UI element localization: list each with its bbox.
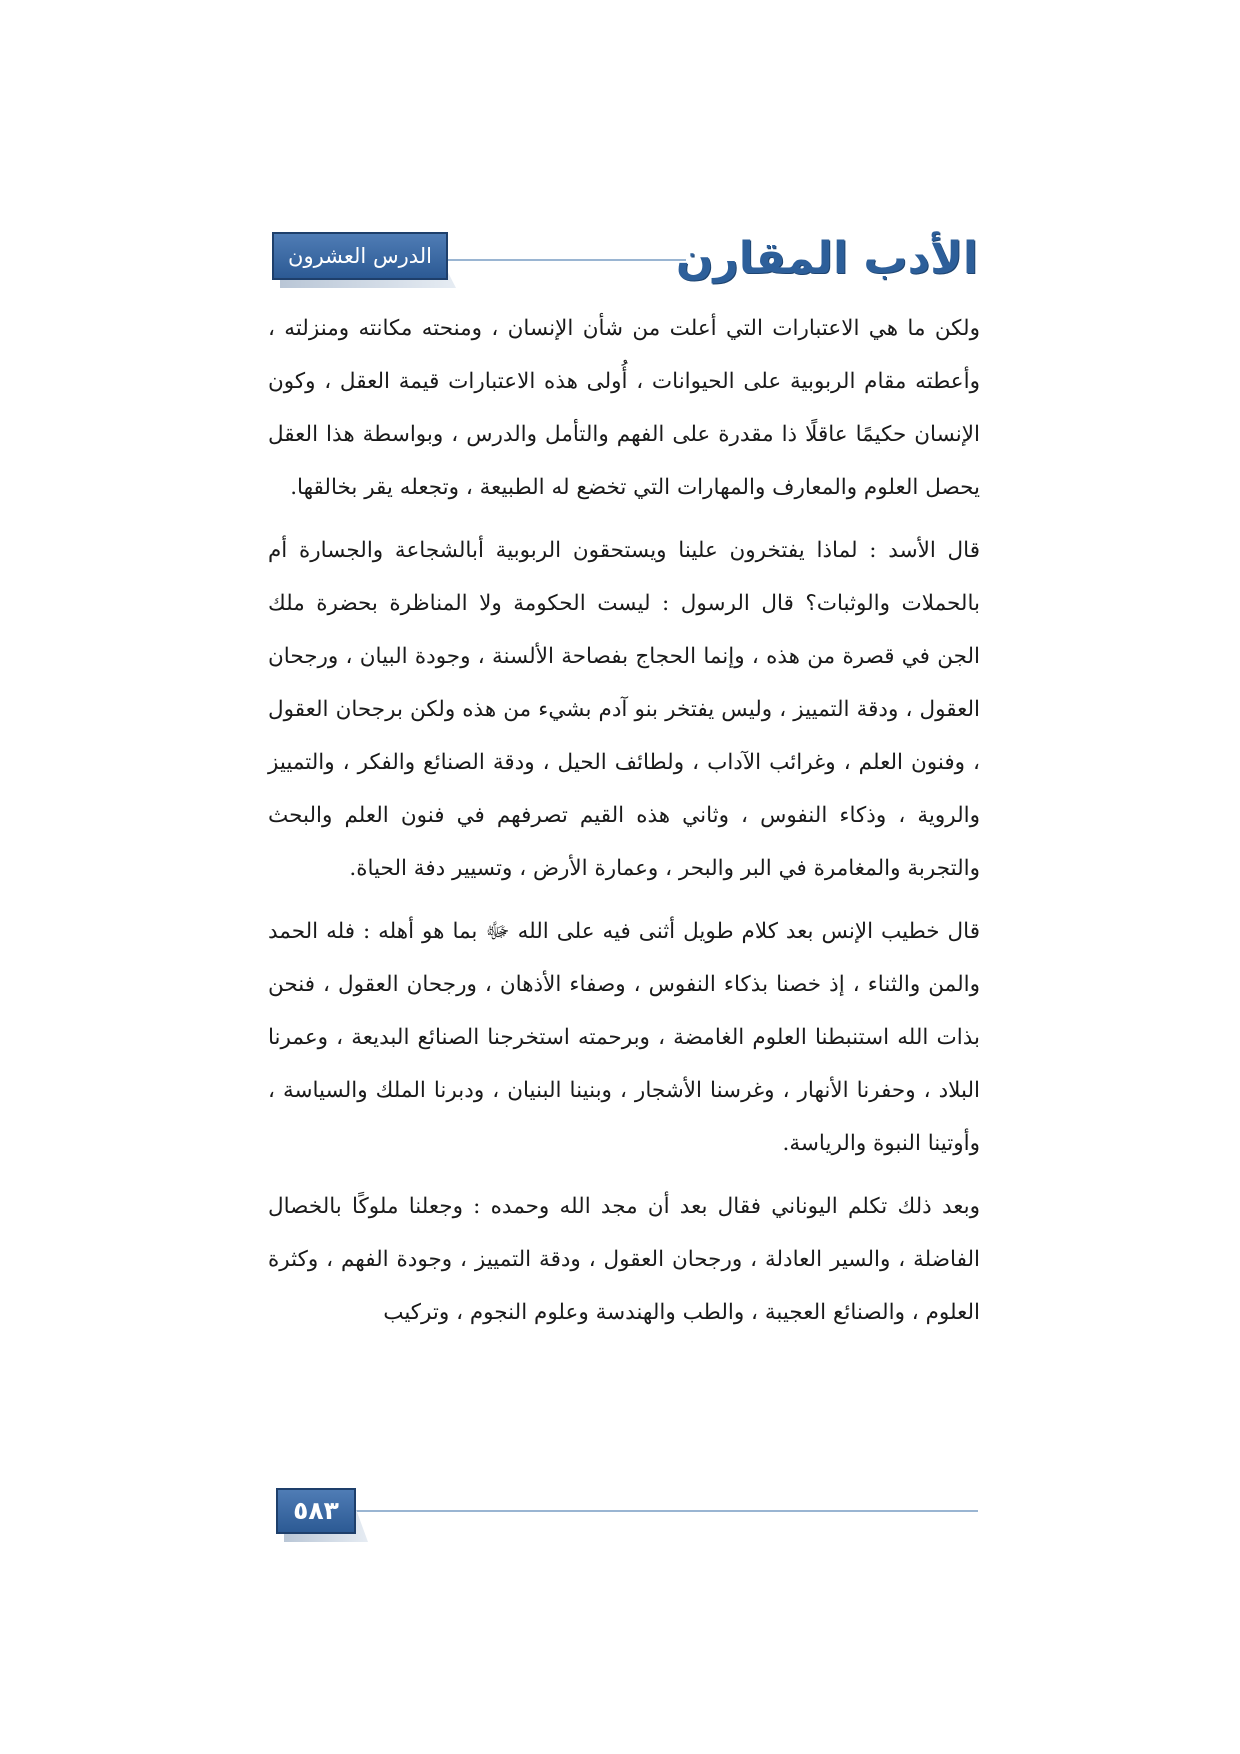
paragraph-2: قال الأسد : لماذا يفتخرون علينا ويستحقون الربوبية أبالشجاعة والجسارة أم بالحملات والوثبات؟ قال الرسول : ليست الحكومة ولا المناظرة بحضرة ملك الجن في قصرة من هذه ، وإنما الحجاج بفصاحة الألسنة ، وجودة البيان ، ورجحان العقول ، ودقة التمييز ، وليس يفتخر بنو آدم بشيء من هذه ولكن برجحان العقول ، وفنون العلم ، وغرائب الآداب ، ولطائف الحيل ، ودقة الصنائع والفكر ، والتمييز والروية ، وذكاء النفوس ، وثاني هذه القيم تصرفهم في فنون العلم والبحث والتجربة والمغامرة في البر والبحر ، وعمارة الأرض ، وتسيير دفة الحياة. bbox=[268, 538, 980, 881]
page-number-container bbox=[276, 1488, 376, 1546]
lesson-label: الدرس العشرون bbox=[272, 232, 448, 280]
header-divider bbox=[440, 259, 686, 261]
book-title: الأدب المقارن bbox=[675, 233, 978, 284]
paragraph-4: وبعد ذلك تكلم اليوناني فقال بعد أن مجد الله وحمده : وجعلنا ملوكًا بالخصال الفاضلة ، والسير العادلة ، ورجحان العقول ، ودقة التمييز ، وجودة الفهم ، وكثرة العلوم ، والصنائع العجيبة ، والطب والهندسة وعلوم النجوم ، وتركيب bbox=[268, 1194, 980, 1325]
body-text bbox=[268, 302, 980, 1349]
lesson-badge-container bbox=[272, 232, 472, 288]
footer-divider bbox=[356, 1510, 978, 1512]
paragraph-3: قال خطيب الإنس بعد كلام طويل أثنى فيه على الله ﷻ بما هو أهله : فله الحمد والمن والثناء ، إذ خصنا بذكاء النفوس ، وصفاء الأذهان ، ورجحان العقول ، فنحن بذات الله استنبطنا العلوم الغامضة ، وبرحمته استخرجنا الصنائع البديعة ، وعمرنا البلاد ، وحفرنا الأنهار ، وغرسنا الأشجار ، وبنينا البنيان ، ودبرنا الملك والسياسة ، وأوتينا النبوة والرياسة. bbox=[268, 919, 980, 1156]
page-number: ٥٨٣ bbox=[276, 1488, 356, 1534]
paragraph-1: ولكن ما هي الاعتبارات التي أعلت من شأن الإنسان ، ومنحته مكانته ومنزلته ، وأعطته مقام الربوبية على الحيوانات ، أُولى هذه الاعتبارات قيمة العقل ، وكون الإنسان حكيمًا عاقلًا ذا مقدرة على الفهم والتأمل والدرس ، وبواسطة هذا العقل يحصل العلوم والمعارف والمهارات التي تخضع له الطبيعة ، وتجعله يقر بخالقها. bbox=[268, 316, 980, 500]
page-header bbox=[272, 228, 978, 290]
